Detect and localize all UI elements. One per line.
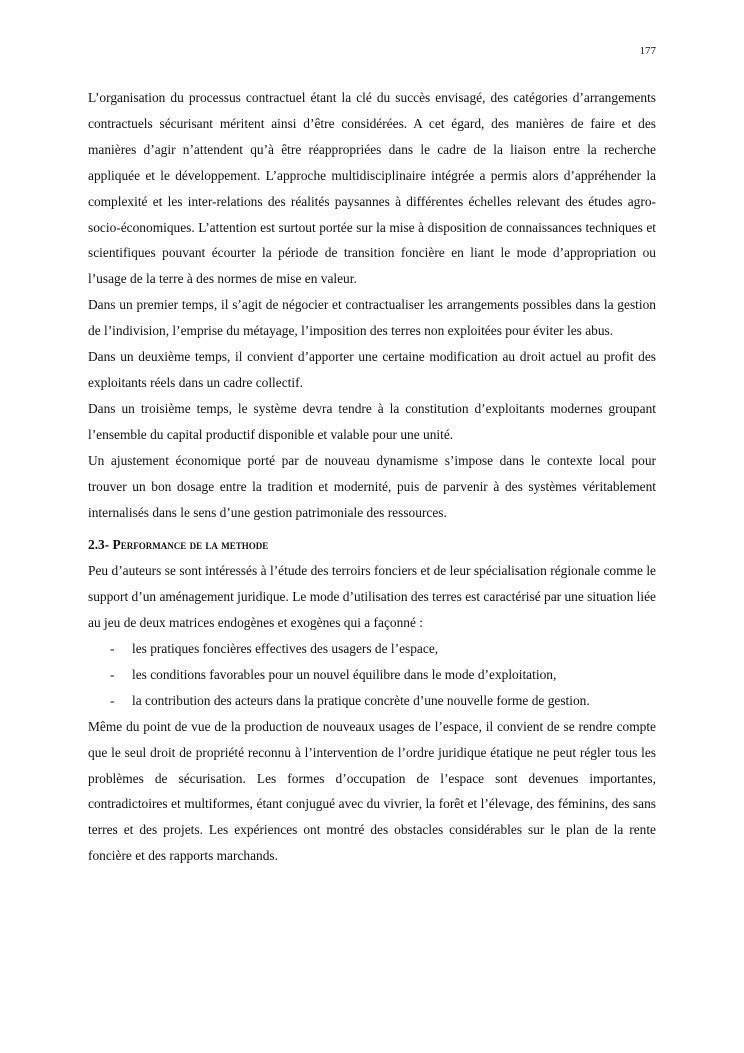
paragraph-meme-du-point: Même du point de vue de la production de nouveaux usages de l’espace, il convient de se rendre compte que le seul droit de propriété reconnu à l’intervention de l’ordre juridique étatique ne peut régler tous les problèmes de sécurisation. Les formes d’occupation de l’espace sont devenues importantes, contradictoires et multiformes, étant conjugué avec du vivrier, la forêt et l’élevage, des féminins, des sans terres et des projets. Les expériences ont montré des obstacles considérables sur le plan de la rente foncière et des rapports marchands. bbox=[88, 718, 656, 864]
list-item-text: les pratiques foncières effectives des usagers de l’espace, bbox=[132, 641, 439, 657]
bullet-dash: - bbox=[110, 641, 115, 657]
list-item-text: la contribution des acteurs dans la pratique concrète d’une nouvelle forme de gestion. bbox=[132, 692, 590, 708]
paragraph-troisieme-temps: Dans un troisième temps, le système devra tendre à la constitution d’exploitants modernes groupant l’ensemble du capital productif disponible et valable pour une unité. bbox=[88, 400, 656, 442]
paragraph-organisation: L’organisation du processus contractuel étant la clé du succès envisagé, des catégories d’arrangements contractuels sécurisant méritent ainsi d’être considérées. A cet égard, des manières de faire et des manières d’agir n’attendent qu’à être réappropriées dans le cadre de la liaison entre la recherche appliquée et le développement. L’approche multidisciplinaire intégrée a permis alors d’appréhender la complexité et les inter-relations des réalités paysannes à différentes échelles relevant des études agro-socio-économiques. L’attention est surtout portée sur la mise à disposition de connaissances techniques et scientifiques pouvant écourter la période de transition foncière en liant le mode d’appropriation ou l’usage de la terre à des normes de mise en valeur. bbox=[88, 90, 656, 287]
list-item bbox=[110, 636, 656, 662]
page-body bbox=[88, 85, 656, 869]
paragraph-peu-auteurs: Peu d’auteurs se sont intéressés à l’étude des terroirs fonciers et de leur spécialisation régionale comme le support d’un aménagement juridique. Le mode d’utilisation des terres est caractérisé par une situation liée au jeu de deux matrices endogènes et exogènes qui a façonné : bbox=[88, 563, 656, 631]
page-number: 177 bbox=[639, 45, 656, 57]
bullet-list bbox=[88, 636, 656, 714]
list-item bbox=[110, 688, 656, 714]
list-item-text: les conditions favorables pour un nouvel équilibre dans le mode d’exploitation, bbox=[132, 666, 557, 682]
list-item bbox=[110, 662, 656, 688]
paragraph-ajustement: Un ajustement économique porté par de nouveau dynamisme s’impose dans le contexte local pour trouver un bon dosage entre la tradition et modernité, puis de parvenir à des systèmes véritablement internalisés dans le sens d’une gestion patrimoniale des ressources. bbox=[88, 452, 656, 520]
section-heading: 2.3- Performance de la methode bbox=[88, 537, 269, 553]
bullet-dash: - bbox=[110, 666, 115, 682]
paragraph-premier-temps: Dans un premier temps, il s’agit de négocier et contractualiser les arrangements possibles dans la gestion de l’indivision, l’emprise du métayage, l’imposition des terres non exploitées pour éviter les abus. bbox=[88, 297, 656, 339]
paragraph-deuxieme-temps: Dans un deuxième temps, il convient d’apporter une certaine modification au droit actuel au profit des exploitants réels dans un cadre collectif. bbox=[88, 349, 656, 390]
bullet-dash: - bbox=[110, 692, 115, 708]
